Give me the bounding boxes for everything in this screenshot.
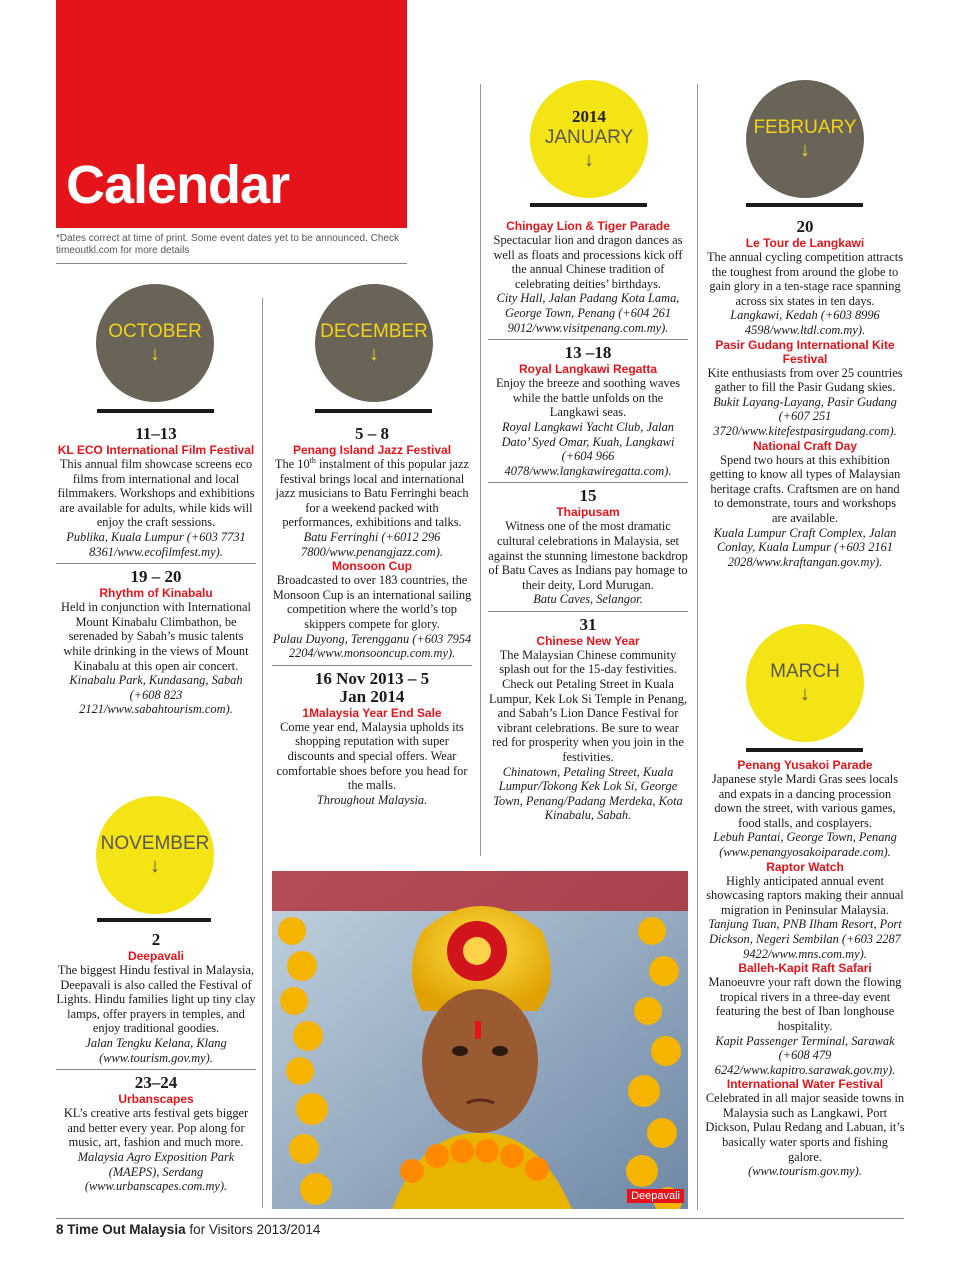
march-events <box>705 758 905 1179</box>
event-description: The Malaysian Chinese community splash out for the 15-day festivities. Check out Petaling Street in Kuala Lumpur, Kek Lok Si Temple in Penang, and Sabah’s Lion Dance Festival for vibrant celebrations. Be sure to wear red for prosperity when you join in the festivities. <box>488 647 687 765</box>
event-date: 5 – 8 <box>355 424 389 443</box>
event-date: 16 Nov 2013 – 5 Jan 2014 <box>314 668 430 706</box>
event-description: KL’s creative arts festival gets bigger and better every year. Pop along for music, art, fashion and much more. <box>63 1106 249 1150</box>
event-description: Broadcasted to over 183 countries, the Monsoon Cup is an international sailing competition where the world’s top skippers compete for glory. <box>272 573 472 631</box>
month-march <box>746 624 864 742</box>
month-label: MARCH <box>770 661 840 682</box>
event-location: (www.tourism.gov.my). <box>748 1164 862 1179</box>
event-date: 23–24 <box>134 1073 178 1093</box>
month-label: OCTOBER <box>108 321 202 342</box>
event-title: International Water Festival <box>726 1077 884 1092</box>
arrow-down-icon: ↓ <box>800 683 810 705</box>
photo-caption: Deepavali <box>627 1189 684 1203</box>
event-location: Langkawi, Kedah (+603 8996 4598/www.ltdl.com.my). <box>730 308 880 337</box>
february-events <box>705 216 905 569</box>
event-description: Manoeuvre your raft down the flowing tropical rivers in a three-day event featuring the best of Iban longhouse hospitality. <box>708 975 902 1033</box>
event-description: The 10th instalment of this popular jazz festival brings local and international jazz musicians to Batu Ferringhi beach for a weekend packed with performances, exhibitions and talks. <box>274 455 470 530</box>
event-location: Chinatown, Petaling Street, Kuala Lumpur/Tokong Kek Lok Si, George Town, Penang/Padang Merdeka, Kota Kinabalu, Sabah. <box>493 764 683 823</box>
event-date: 20 <box>796 217 814 236</box>
arrow-down-icon: ↓ <box>150 855 160 877</box>
arrow-down-icon: ↓ <box>584 149 594 171</box>
event-date: 15 <box>579 486 597 506</box>
year-label: 2014 <box>572 107 606 126</box>
october-events <box>56 423 256 717</box>
month-november <box>96 796 214 914</box>
arrow-down-icon: ↓ <box>369 343 379 365</box>
column-divider <box>480 84 481 856</box>
event-title: Chinese New Year <box>536 633 640 648</box>
event-description: Japanese style Mardi Gras sees locals and expats in a dancing procession down the street, with various games, food stalls, and cosplayers. <box>711 772 899 830</box>
title-block <box>56 0 407 228</box>
arrow-down-icon: ↓ <box>150 343 160 365</box>
footer <box>56 1222 320 1237</box>
event-date: 31 <box>579 614 597 634</box>
event-title: Pasir Gudang International Kite Festival <box>715 337 895 366</box>
event-description: Highly anticipated annual event showcasing raptors making their annual migration in Peninsular Malaysia. <box>706 873 904 917</box>
event-description: Kite enthusiasts from over 25 countries gather to fill the Pasir Gudang skies. <box>707 365 903 395</box>
event-location: Jalan Tengku Kelana, Klang (www.tourism.gov.my). <box>85 1035 227 1065</box>
event-description: Celebrated in all major seaside towns in Malaysia such as Langkawi, Port Dickson, Pulau Redang and Labuan, it’s basically water sports and fishing galore. <box>705 1091 905 1164</box>
publication-name: Time Out Malaysia <box>67 1222 186 1237</box>
page-number: 8 <box>56 1222 64 1237</box>
month-label: JANUARY <box>544 127 634 148</box>
month-january <box>530 80 648 198</box>
event-description: The annual cycling competition attracts the toughest from around the globe to gain glory in a ten-stage race spanning across six states in ten days. <box>706 250 904 308</box>
divider <box>272 665 472 666</box>
event-date: 13 –18 <box>564 343 612 363</box>
event-location: Kuala Lumpur Craft Complex, Jalan Conlay, Kuala Lumpur (+603 2161 2028/www.kraftangan.gov.my). <box>713 525 897 569</box>
event-description: Come year end, Malaysia upholds its shopping reputation with super discounts and special offers. Wear comfortable shoes before you head for the malls. <box>276 719 468 793</box>
divider <box>488 611 688 612</box>
arrow-down-icon: ↓ <box>800 139 810 161</box>
event-title: Raptor Watch <box>766 859 844 874</box>
event-location: Royal Langkawi Yacht Club, Jalan Dato’ Syed Omar, Kuah, Langkawi (+604 966 4078/www.langkawiregatta.com). <box>501 419 675 478</box>
month-bar <box>746 203 863 207</box>
page-title: Calendar <box>66 155 290 215</box>
december-events <box>272 423 472 807</box>
event-title: Chingay Lion & Tiger Parade <box>506 219 670 233</box>
event-title: Royal Langkawi Regatta <box>518 362 658 377</box>
event-location: Kapit Passenger Terminal, Sarawak (+608 479 6242/www.kapitro.sarawak.gov.my). <box>714 1033 896 1077</box>
month-february <box>746 80 864 198</box>
january-events <box>488 219 688 823</box>
deepavali-photo <box>272 871 688 1209</box>
event-description: Spectacular lion and dragon dances as well as floats and processions kick off the annual Chinese tradition of celebrating deities’ birthdays. <box>493 233 683 291</box>
event-title: Penang Yusakoi Parade <box>737 758 873 772</box>
event-description: Enjoy the breeze and soothing waves while the battle unfolds on the Langkawi seas. <box>495 376 681 420</box>
event-description: Spend two hours at this exhibition getting to know all types of Malaysian heritage crafts. Craftsmen are on hand to demonstrate, tours and workshops are available. <box>709 452 901 525</box>
event-title: 1Malaysia Year End Sale <box>302 705 442 720</box>
month-label: NOVEMBER <box>100 833 210 854</box>
event-location: Publika, Kuala Lumpur (+603 7731 8361/www.ecofilmfest.my). <box>66 529 246 559</box>
month-bar <box>97 918 211 922</box>
month-label: DECEMBER <box>320 321 428 342</box>
event-title: Deepavali <box>127 949 185 963</box>
event-title: Rhythm of Kinabalu <box>99 586 213 601</box>
event-location: Batu Ferringhi (+6012 296 7800/www.penangjazz.com). <box>301 529 443 559</box>
divider <box>56 1069 256 1070</box>
divider <box>488 339 688 340</box>
divider <box>56 263 407 264</box>
event-title: KL ECO International Film Festival <box>57 443 255 457</box>
column-divider <box>697 84 698 1210</box>
event-title: Balleh-Kapit Raft Safari <box>738 961 872 976</box>
month-bar <box>746 748 863 752</box>
month-bar <box>530 203 647 207</box>
event-location: Throughout Malaysia. <box>316 792 428 807</box>
boy-with-garlands-image <box>272 871 688 1209</box>
date-disclaimer: *Dates correct at time of print. Some event dates yet to be announced. Check timeoutkl.com for more details <box>56 233 399 256</box>
month-bar <box>315 409 432 413</box>
event-date: 2 <box>151 930 161 949</box>
footer-divider <box>56 1218 904 1219</box>
event-location: Lebuh Pantai, George Town, Penang (www.penangyosakoiparade.com). <box>713 830 897 859</box>
event-description: The biggest Hindu festival in Malaysia, Deepavali is also called the Festival of Lights. Hindu families light up tiny clay lamps, offer prayers in temples, and enjoy traditional goodies. <box>56 963 256 1036</box>
column-divider <box>262 298 263 1208</box>
event-title: Penang Island Jazz Festival <box>292 443 452 457</box>
event-title: Thaipusam <box>556 505 620 520</box>
event-location: Tanjung Tuan, PNB Ilham Resort, Port Dickson, Negeri Sembilan (+603 2287 9422/www.mns.com.my). <box>708 917 902 961</box>
event-title: Urbanscapes <box>118 1092 194 1107</box>
month-bar <box>97 409 214 413</box>
event-description: This annual film showcase screens eco films from international and local filmmakers. Workshops and exhibitions are available for adults, while kids will enjoy the craft sessions. <box>57 457 255 530</box>
event-location: Kinabalu Park, Kundasang, Sabah (+608 823 2121/www.sabahtourism.com). <box>69 673 243 717</box>
month-october <box>96 284 214 402</box>
divider <box>56 563 256 564</box>
event-date: 11–13 <box>135 424 177 443</box>
event-title: Monsoon Cup <box>332 559 412 574</box>
divider <box>488 482 688 483</box>
event-description: Witness one of the most dramatic cultural celebrations in Malaysia, set against the stunning limestone backdrop of Batu Caves as Indians pay homage to their deity, Lord Murugan. <box>488 519 688 592</box>
publication-edition: for Visitors 2013/2014 <box>189 1222 321 1237</box>
event-location: Pulau Duyong, Terengganu (+603 7954 2204/www.monsooncup.com.my). <box>272 631 472 661</box>
event-location: Bukit Layang-Layang, Pasir Gudang (+607 251 3720/www.kitefestpasirgudang.com). <box>713 394 897 438</box>
event-description: Held in conjunction with International Mount Kinabalu Climbathon, be serenaded by Sabah’s music talents while drinking in the views of Mount Kinabalu at this open air concert. <box>61 600 251 673</box>
event-location: Malaysia Agro Exposition Park (MAEPS), Serdang (www.urbanscapes.com.my). <box>77 1149 235 1194</box>
month-label: FEBRUARY <box>753 117 857 138</box>
event-location: City Hall, Jalan Padang Kota Lama, George Town, Penang (+604 261 9012/www.visitpenang.com.my). <box>496 291 680 335</box>
event-location: Batu Caves, Selangor. <box>533 592 643 607</box>
event-date: 19 – 20 <box>130 567 182 587</box>
event-title: Le Tour de Langkawi <box>745 236 865 250</box>
november-events <box>56 929 256 1194</box>
event-title: National Craft Day <box>752 438 858 453</box>
month-december <box>315 284 433 402</box>
